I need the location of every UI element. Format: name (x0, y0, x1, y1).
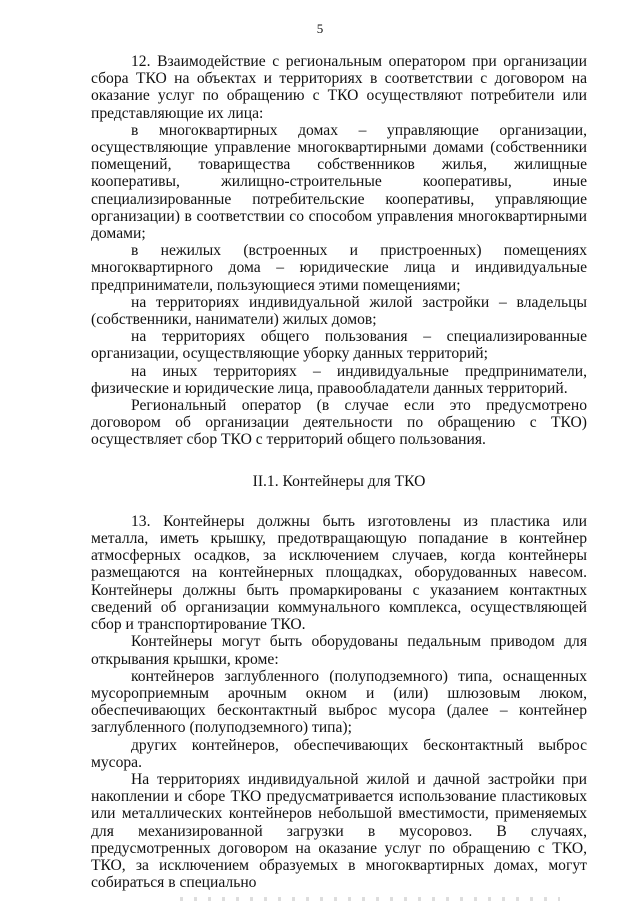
paragraph-regional-operator: Региональный оператор (в случае если это предусмотрено договором об организации деятельности по обращению с ТКО) осуществляет сбор ТКО с территорий общего пользования. (91, 397, 587, 449)
paragraph-individual-housing: на территориях индивидуальной жилой застройки – владельцы (собственники, наниматели) жилых домов; (91, 293, 587, 329)
paragraph-nonresidential-premises: в нежилых (встроенных и пристроенных) помещениях многоквартирного дома – юридические лица и индивидуальные предприниматели, пользующиеся этими помещениями; (91, 242, 587, 294)
paragraph-pedal-drive: Контейнеры могут быть оборудованы педальным приводом для открывания крышки, кроме: (91, 633, 587, 668)
document-body (91, 53, 587, 891)
paragraph-public-territories: на территориях общего пользования – специализированные организации, осуществляющие уборку данных территорий; (91, 328, 587, 363)
paragraph-apartment-buildings: в многоквартирных домах – управляющие организации, осуществляющие управление многоквартирными домами (собственники помещений, товарищества собственников жилья, жилищные кооперативы, жилищно-строительные кооперативы, иные специализированные потребительские кооперативы, управляющие организации) в соответствии со способом управления многоквартирными домами; (91, 121, 587, 243)
paragraph-13-containers: 13. Контейнеры должны быть изготовлены из пластика или металла, иметь крышку, предотвращающую попадание в контейнер атмосферных осадков, за исключением случаев, когда контейнеры размещаются на контейнерных площадках, оборудованных навесом. Контейнеры должны быть промаркированы с указанием контактных сведений об организации коммунального комплекса, осуществляющей сбор и транспортирование ТКО. (91, 512, 587, 634)
paragraph-individual-dacha: На территориях индивидуальной жилой и дачной застройки при накоплении и сборе ТКО предусматривается использование пластиковых или металлических контейнеров небольшой вместимости, применяемых для механизированной загрузки в мусоровоз. В случаях, предусмотренных договором на оказание услуг по обращению с ТКО, ТКО, за исключением образуемых в многоквартирных домах, могут собираться в специально (91, 770, 587, 892)
paragraph-other-containers: других контейнеров, обеспечивающих бесконтактный выброс мусора. (91, 736, 587, 771)
page-number: 5 (316, 21, 324, 36)
section-heading: II.1. Контейнеры для ТКО (252, 472, 426, 490)
paragraph-12-intro: 12. Взаимодействие с региональным оператором при организации сбора ТКО на объектах и территориях в соответствии с договором на оказание услуг по обращению с ТКО осуществляют потребители или представляющие их лица: (91, 53, 587, 122)
paragraph-underground-containers: контейнеров заглубленного (полуподземного) типа, оснащенных мусороприемным арочным окном и (или) шлюзовым люком, обеспечивающих бесконтактный выброс мусора (далее – контейнер заглубленного (полуподземного) типа); (91, 667, 587, 737)
scan-edge-artifact (180, 897, 560, 901)
paragraph-other-territories: на иных территориях – индивидуальные предприниматели, физические и юридические лица, правообладатели данных территорий. (91, 362, 587, 397)
